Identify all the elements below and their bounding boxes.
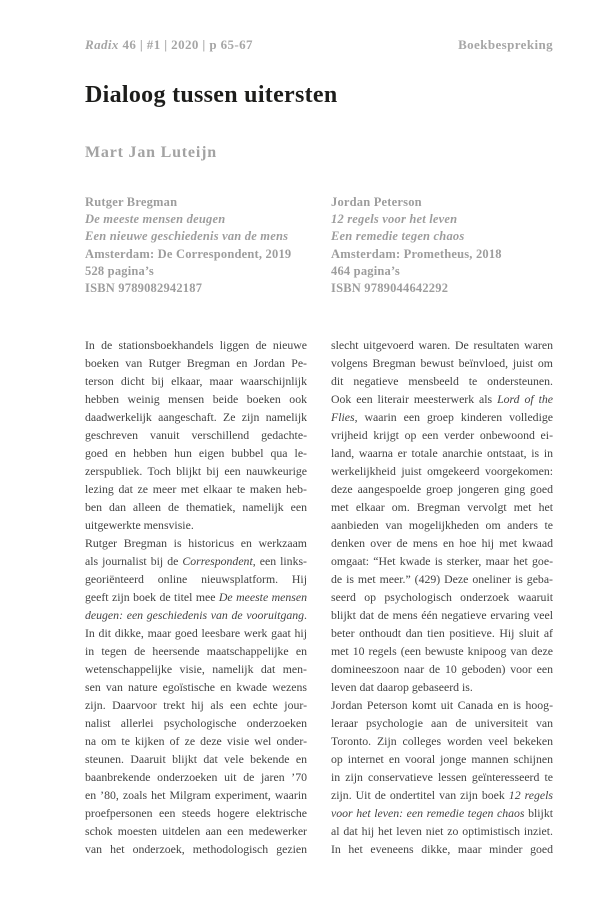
body-line: in tegen de heersende maatschappelijke en [85,644,307,658]
body-line: dit negatieve mensbeeld te ondersteunen. [331,374,553,388]
body-line: seerd op psychologisch onderzoek waaruit [331,590,553,604]
body-line: goed en hebben hun eigen bubbel qua le- [85,446,307,460]
body-line: als journalist bij de Correspondent, een links- [85,554,307,568]
body-line: wetenschappelijke visie, namelijk dat men- [85,662,307,676]
body-line: In het eveneens dikke, maar minder goed [331,842,553,856]
book-subtitle: Een nieuwe geschiedenis van de mens [85,229,289,244]
body-line: werkelijkheid juist omgekeerd voorgekomen: [331,464,553,478]
body-line: de is met meer.” (429) Deze oneliner is geba- [331,572,553,586]
book-title: De meeste mensen deugen [85,212,226,227]
body-line: aanbieden van mogelijkheden om anders te [331,518,553,532]
book-author: Rutger Bregman [85,195,178,209]
body-line: steunen. Daaruit blijkt dat vele bekende en [85,752,307,766]
body-line: voor het leven: een remedie tegen chaos blijkt [331,806,553,820]
body-line: geschreven vanuit verschillend gedachte- [85,428,307,442]
section-label: Boekbespreking [458,37,553,52]
book-title: 12 regels voor het leven [331,212,458,227]
body-line: in zijn conservatieve lessen geïnteresseerd te [331,770,553,784]
body-line: Jordan Peterson komt uit Canada en is hoog- [331,698,553,712]
body-line: deugen: een geschiedenis van de vooruitgang. [85,608,307,622]
author-name: Mart Jan Luteijn [85,144,217,161]
body-column-right [331,336,553,858]
book-citation-bregman [85,194,307,297]
body-line: Rutger Bregman is historicus en werkzaam [85,536,307,550]
body-line: slecht uitgevoerd waren. De resultaten waren [331,338,553,352]
body-line: domineeszoon naar de 10 geboden) voor een [331,662,553,676]
book-publisher: Amsterdam: Prometheus, 2018 [331,246,502,261]
book-subtitle: Een remedie tegen chaos [331,229,465,244]
body-line: uitgewerkte mensvisie. [85,518,194,532]
body-line: zerspubliek. Toch blijkt bij een nauwkeurige [85,464,307,478]
body-line: leraar psychologie aan de universiteit van [331,716,553,730]
body-line: volgens Bregman bewust beïnvloed, juist om [331,356,553,370]
body-line: Toronto. Zijn colleges worden veel bekeken [331,734,553,748]
body-line: na om te kijken of ze deze visie wel onder- [85,734,307,748]
body-line: nalist allerlei psychologische onderzoeken [85,716,307,730]
book-pages: 528 pagina’s [85,263,154,278]
body-line: en ’80, zoals het Milgram experiment, waarin [85,788,307,802]
body-line: proefpersonen een steeds hogere elektrische [85,806,307,820]
journal-issue-info [85,37,253,53]
body-line: ben dan alleen de thematiek, namelijk een [85,500,307,514]
body-line: schok moesten uitdelen aan een medewerker [85,824,307,838]
body-line: Ook een literair meesterwerk als Lord of the [331,392,553,406]
body-line: lezing dat ze meer met elkaar te maken heb- [85,482,307,496]
body-line: denken over de mens en hoe hij met kwaad [331,536,553,550]
body-line: met 10 regels (een bewuste knipoog van deze [331,644,553,658]
body-line: op internet en vooral jonge mannen schijnen [331,752,553,766]
body-line: deze aangespoelde groep jongeren ging goed [331,482,553,496]
body-line: vrijheid krijgt op een verder onbewoond ei- [331,428,553,442]
body-line: van het onderzoek, methodologisch gezien [85,842,307,856]
body-line: georiënteerd online nieuwsplatform. Hij [85,572,307,586]
book-isbn: ISBN 9789082942187 [85,281,203,296]
body-line: al dat hij het leven niet zo optimistisch inziet. [331,824,553,838]
body-line: geeft zijn boek de titel mee De meeste mensen [85,590,307,604]
body-line: sen van nature egoïstische en kwade wezens [85,680,307,694]
body-line: In dit dikke, maar goed leesbare werk gaat hij [85,626,307,640]
book-citation-peterson [331,194,553,297]
body-line: omgaat: “Het kwade is sterker, maar het goe- [331,554,553,568]
body-line: baanbrekende onderzoeken uit de jaren ’70 [85,770,307,784]
body-line: boeken van Rutger Bregman en Jordan Pe- [85,356,307,370]
book-publisher: Amsterdam: De Correspondent, 2019 [85,246,292,261]
body-line: met elkaar om. Bregman vervolgt met het [331,500,553,514]
journal-name: Radix [85,37,119,52]
book-citations [85,194,553,297]
book-isbn: ISBN 9789044642292 [331,281,449,296]
book-author: Jordan Peterson [331,195,422,209]
body-line: blijkt dat de mens één negatieve ervaring veel [331,608,553,622]
body-line: leven dat daarop gebaseerd is. [331,680,473,694]
body-line: terson dicht bij elkaar, maar waarschijnlijk [85,374,307,388]
body-line: Flies, waarin een groep kinderen volledige [331,410,553,424]
article-title: Dialoog tussen uitersten [85,82,338,108]
body-line: daadwerkelijk aangeschaft. Ze zijn namelijk [85,410,307,424]
body-line: land, waarna er totale anarchie ontstaat, is in [331,446,553,460]
book-pages: 464 pagina’s [331,263,400,278]
issue-info: 46 | #1 | 2020 | p 65-67 [118,37,253,52]
page-header [85,37,553,53]
body-line: zijn. Uit de ondertitel van zijn boek 12 regels [331,788,553,802]
body-line: hebben weinig mensen beide boeken ook [85,392,307,406]
body-column-left [85,336,307,858]
body-line: zijn. Daarvoor trekt hij als een echte jour- [85,698,307,712]
body-line: In de stationsboekhandels liggen de nieuwe [85,338,307,352]
body-line: beter onthoudt dan tien positieve. Hij sluit af [331,626,553,640]
